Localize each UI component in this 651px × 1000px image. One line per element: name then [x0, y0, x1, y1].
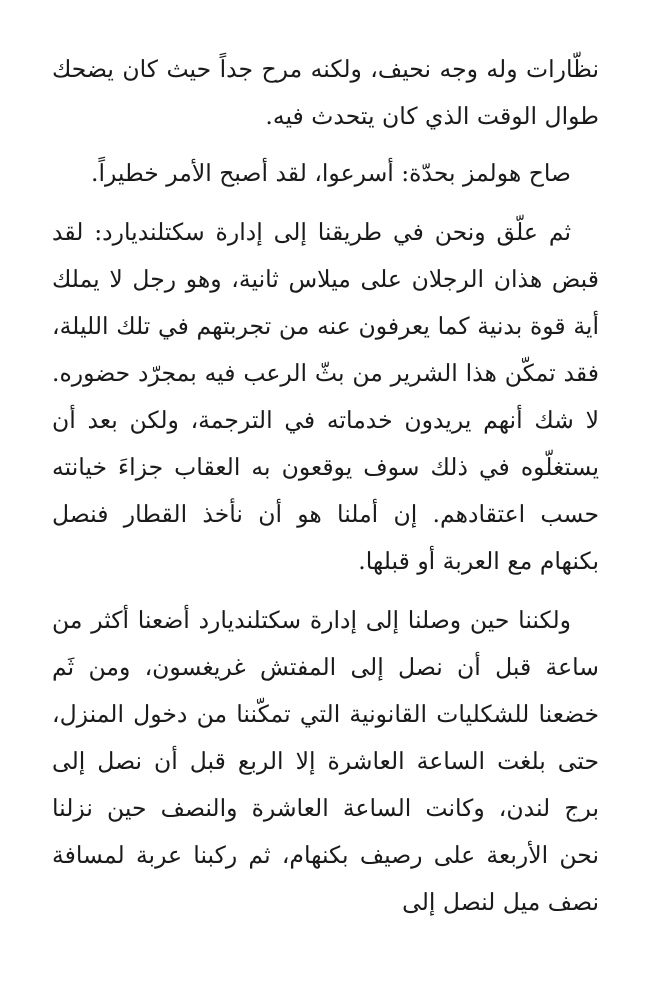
paragraph: ثم علّق ونحن في طريقنا إلى إدارة سكتلنديارد: لقد قبض هذان الرجلان على ميلاس ثانية، وهو رجل لا يملك أية قوة بدنية كما يعرفون عنه من تجربتهم في تلك الليلة، فقد تمكّن هذا الشرير من بثّ الرعب فيه بمجرّد حضوره. لا شك أنهم يريدون خدماته في الترجمة، ولكن بعد أن يستغلّوه في ذلك سوف يوقعون به العقاب جزاءَ خيانته حسب اعتقادهم. إن أملنا هو أن نأخذ القطار فنصل بكنهام مع العربة أو قبلها.	[52, 218, 600, 575]
book-page	[52, 46, 599, 936]
paragraph: صاح هولمز بحدّة: أسرعوا، لقد أصبح الأمر خطيراً.	[90, 159, 571, 187]
paragraph: نظّارات وله وجه نحيف، ولكنه مرح جداً حيث كان يضحك طوال الوقت الذي كان يتحدث فيه.	[52, 55, 599, 130]
paragraph: ولكننا حين وصلنا إلى إدارة سكتلنديارد أضعنا أكثر من ساعة قبل أن نصل إلى المفتش غريغسون، ومن ثَم خضعنا للشكليات القانونية التي تمكّننا من دخول المنزل، حتى بلغت الساعة العاشرة إلا الربع قبل أن نصل إلى برج لندن، وكانت الساعة العاشرة والنصف حين نزلنا نحن الأربعة على رصيف بكنهام، ثم ركبنا عربة لمسافة نصف ميل لنصل إلى	[52, 606, 599, 916]
